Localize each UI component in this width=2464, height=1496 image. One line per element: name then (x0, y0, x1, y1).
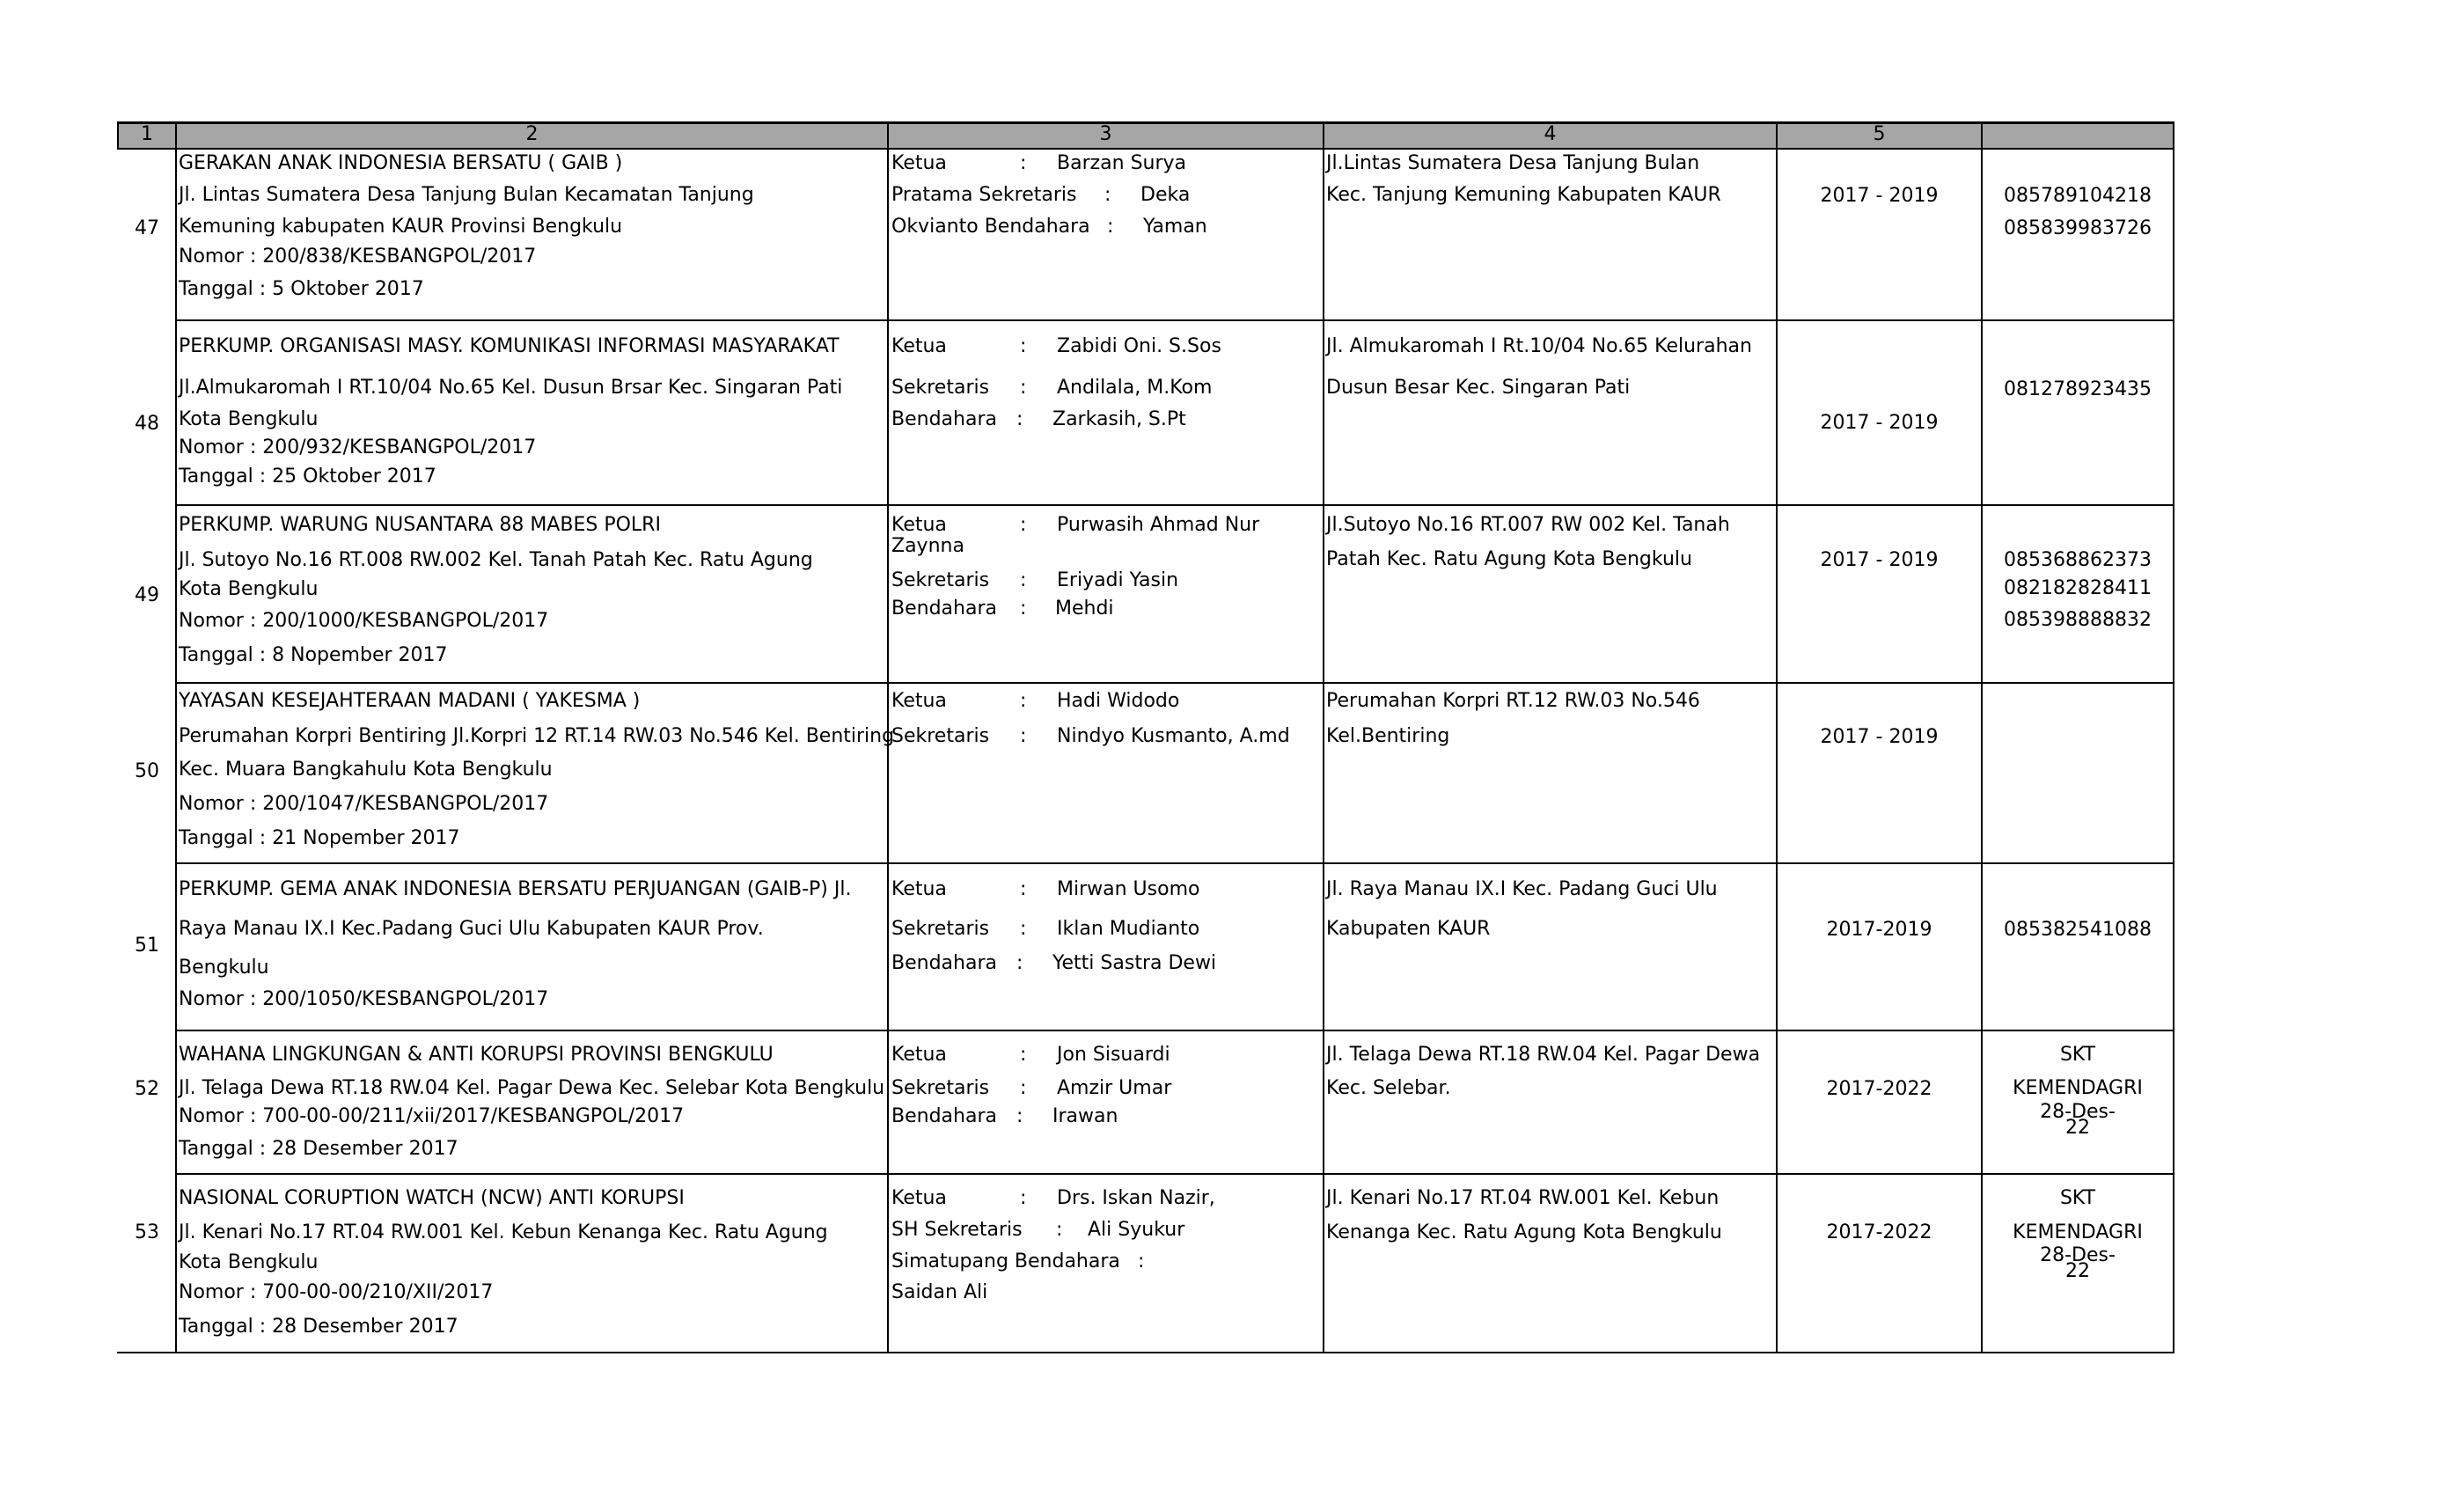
officer-role: Pratama Sekretaris (891, 184, 1077, 206)
contact-line: 085382541088 (2004, 919, 2152, 941)
contact-line: KEMENDAGRI (2013, 1077, 2143, 1099)
address-line: Dusun Besar Kec. Singaran Pati (1326, 377, 1631, 399)
address-line: Kabupaten KAUR (1326, 918, 1491, 940)
org-line: PERKUMP. ORGANISASI MASY. KOMUNIKASI INFORMASI MASYARAKAT (179, 335, 840, 357)
org-line: PERKUMP. GEMA ANAK INDONESIA BERSATU PERJUANGAN (GAIB-P) Jl. (179, 878, 852, 900)
period: 2017-2022 (1826, 1221, 1932, 1243)
address-line: Jl.Lintas Sumatera Desa Tanjung Bulan (1326, 152, 1700, 174)
org-line: Jl. Telaga Dewa RT.18 RW.04 Kel. Pagar Dewa Kec. Selebar Kota Bengkulu (179, 1077, 885, 1099)
officer-colon: : (1020, 690, 1027, 712)
officer-role: Ketua (891, 152, 947, 174)
officer-colon: : (1020, 514, 1027, 536)
officer-role: Sekretaris (891, 725, 990, 747)
officer-colon: : (1020, 725, 1027, 747)
org-line: GERAKAN ANAK INDONESIA BERSATU ( GAIB ) (179, 152, 623, 174)
officer-name: Hadi Widodo (1057, 690, 1180, 712)
header-cell-5: 5 (1873, 123, 1886, 145)
contact-line: 081278923435 (2004, 378, 2152, 400)
contact-line: KEMENDAGRI (2013, 1221, 2143, 1243)
officer-role: Ketua (891, 690, 947, 712)
officer-colon: : (1020, 1077, 1027, 1099)
grid-line (1323, 121, 1324, 1353)
officer-colon: : (1016, 952, 1023, 974)
org-line: Bengkulu (179, 957, 269, 979)
org-line: Tanggal : 28 Desember 2017 (179, 1138, 458, 1160)
org-line: Nomor : 200/1047/KESBANGPOL/2017 (179, 793, 549, 815)
officer-colon: : (1020, 377, 1027, 399)
officer-colon: : (1016, 408, 1023, 430)
contact-line: 28-Des- (2040, 1244, 2116, 1266)
officer-name: Iklan Mudianto (1057, 918, 1200, 940)
contact-line: 22 (2065, 1260, 2090, 1282)
officer-name: Amzir Umar (1057, 1077, 1172, 1099)
officer-role: Ketua (891, 1044, 947, 1066)
officer-colon: : (1107, 216, 1114, 238)
officer-colon: : (1020, 152, 1027, 174)
row-number: 49 (135, 584, 159, 606)
org-line: YAYASAN KESEJAHTERAAN MADANI ( YAKESMA ) (179, 690, 641, 712)
grid-line (176, 682, 2174, 684)
officer-colon: : (1104, 184, 1111, 206)
officer-colon: : (1138, 1250, 1145, 1272)
address-line: Jl. Telaga Dewa RT.18 RW.04 Kel. Pagar Dewa (1326, 1044, 1761, 1066)
officer-name: Zarkasih, S.Pt (1052, 408, 1186, 430)
org-line: NASIONAL CORUPTION WATCH (NCW) ANTI KORUPSI (179, 1187, 685, 1209)
org-line: PERKUMP. WARUNG NUSANTARA 88 MABES POLRI (179, 514, 661, 536)
officer-role: Bendahara (891, 598, 997, 620)
org-line: Nomor : 200/838/KESBANGPOL/2017 (179, 246, 537, 268)
officer-role: Ketua (891, 335, 947, 357)
row-number: 50 (135, 760, 159, 782)
org-line: Kota Bengkulu (179, 1251, 319, 1273)
officer-colon: : (1020, 1187, 1027, 1209)
header-cell-1: 1 (141, 123, 153, 145)
grid-line (176, 319, 2174, 321)
org-line: Tanggal : 25 Oktober 2017 (179, 466, 436, 488)
row-number: 52 (135, 1078, 159, 1100)
period: 2017-2019 (1826, 919, 1932, 941)
officer-role: Zaynna (891, 535, 964, 557)
org-line: Kemuning kabupaten KAUR Provinsi Bengkulu (179, 216, 623, 238)
officer-role: Simatupang Bendahara (891, 1250, 1120, 1272)
row-number: 47 (135, 217, 159, 239)
grid-line (176, 504, 2174, 506)
officer-name: Barzan Surya (1057, 152, 1187, 174)
address-line: Perumahan Korpri RT.12 RW.03 No.546 (1326, 690, 1700, 712)
period: 2017 - 2019 (1820, 726, 1939, 748)
officer-colon: : (1020, 598, 1027, 620)
address-line: Jl.Sutoyo No.16 RT.007 RW 002 Kel. Tanah (1326, 514, 1730, 536)
grid-line (2173, 121, 2174, 1353)
officer-name: Irawan (1052, 1105, 1118, 1127)
address-line: Kel.Bentiring (1326, 725, 1450, 747)
grid-line (176, 862, 2174, 864)
org-line: Kec. Muara Bangkahulu Kota Bengkulu (179, 759, 553, 781)
grid-line (176, 1030, 2174, 1031)
officer-colon: : (1020, 1044, 1027, 1066)
officer-name: Purwasih Ahmad Nur (1057, 514, 1260, 536)
grid-line (175, 121, 177, 1353)
contact-line: 085368862373 (2004, 549, 2152, 571)
contact-line: 22 (2065, 1117, 2090, 1139)
officer-role: Ketua (891, 878, 947, 900)
org-line: Tanggal : 5 Oktober 2017 (179, 278, 424, 300)
officer-name: Drs. Iskan Nazir, (1057, 1187, 1215, 1209)
address-line: Patah Kec. Ratu Agung Kota Bengkulu (1326, 548, 1692, 570)
officer-name: Deka (1140, 184, 1191, 206)
contact-line: 082182828411 (2004, 577, 2152, 599)
org-line: WAHANA LINGKUNGAN & ANTI KORUPSI PROVINSI BENGKULU (179, 1044, 774, 1066)
officer-role: Sekretaris (891, 569, 990, 591)
grid-line (176, 1173, 2174, 1175)
header-cell-2: 2 (525, 123, 539, 145)
contact-line: 085789104218 (2004, 185, 2152, 207)
officer-role: Sekretaris (891, 1077, 990, 1099)
org-line: Nomor : 200/932/KESBANGPOL/2017 (179, 436, 537, 458)
org-line: Jl. Sutoyo No.16 RT.008 RW.002 Kel. Tanah Patah Kec. Ratu Agung (179, 549, 813, 571)
officer-name: Jon Sisuardi (1057, 1044, 1170, 1066)
org-line: Jl. Kenari No.17 RT.04 RW.001 Kel. Kebun Kenanga Kec. Ratu Agung (179, 1221, 828, 1243)
officer-role: Bendahara (891, 1105, 997, 1127)
org-line: Jl. Lintas Sumatera Desa Tanjung Bulan Kecamatan Tanjung (179, 184, 754, 206)
officer-colon: : (1016, 1105, 1023, 1127)
officer-role: Okvianto Bendahara (891, 216, 1090, 238)
address-line: Jl. Almukaromah I Rt.10/04 No.65 Kelurahan (1326, 335, 1752, 357)
officer-colon: : (1020, 569, 1027, 591)
address-line: Kenanga Kec. Ratu Agung Kota Bengkulu (1326, 1221, 1722, 1243)
grid-line (1981, 121, 1983, 1353)
officer-role: Ketua (891, 1187, 947, 1209)
org-line: Nomor : 200/1050/KESBANGPOL/2017 (179, 988, 549, 1010)
row-number: 48 (135, 413, 159, 435)
address-line: Jl. Kenari No.17 RT.04 RW.001 Kel. Kebun (1326, 1187, 1720, 1209)
officer-name: Eriyadi Yasin (1057, 569, 1179, 591)
org-line: Nomor : 700-00-00/211/xii/2017/KESBANGPOL/2017 (179, 1105, 685, 1127)
org-line: Tanggal : 28 Desember 2017 (179, 1316, 458, 1338)
address-line: Jl. Raya Manau IX.I Kec. Padang Guci Ulu (1326, 878, 1718, 900)
period: 2017 - 2019 (1820, 185, 1939, 207)
officer-colon: : (1020, 335, 1027, 357)
contact-line: 085839983726 (2004, 217, 2152, 239)
officer-name: Nindyo Kusmanto, A.md (1057, 725, 1290, 747)
registry-table (117, 121, 2174, 1353)
header-cell-3: 3 (1099, 123, 1112, 145)
officer-name: Yetti Sastra Dewi (1052, 952, 1217, 974)
officer-name: Andilala, M.Kom (1057, 377, 1213, 399)
grid-line (117, 1352, 2174, 1353)
row-number: 51 (135, 935, 159, 957)
period: 2017 - 2019 (1820, 549, 1939, 571)
officer-role: Bendahara (891, 952, 997, 974)
org-line: Jl.Almukaromah I RT.10/04 No.65 Kel. Dusun Brsar Kec. Singaran Pati (179, 377, 843, 399)
officer-role: SH Sekretaris (891, 1219, 1023, 1241)
org-line: Raya Manau IX.I Kec.Padang Guci Ulu Kabupaten KAUR Prov. (179, 918, 764, 940)
org-line: Tanggal : 21 Nopember 2017 (179, 827, 460, 849)
officer-role: Sekretaris (891, 377, 990, 399)
officer-colon: : (1056, 1219, 1063, 1241)
officer-role: Bendahara (891, 408, 997, 430)
officer-role: Ketua (891, 514, 947, 536)
contact-line: SKT (2059, 1044, 2096, 1066)
contact-line: SKT (2059, 1187, 2096, 1209)
address-line: Kec. Tanjung Kemuning Kabupaten KAUR (1326, 184, 1721, 206)
org-line: Kota Bengkulu (179, 578, 319, 600)
org-line: Nomor : 200/1000/KESBANGPOL/2017 (179, 610, 549, 632)
officer-role: Saidan Ali (891, 1281, 988, 1303)
officer-name: Yaman (1143, 216, 1207, 238)
org-line: Tanggal : 8 Nopember 2017 (179, 644, 448, 666)
officer-colon: : (1020, 918, 1027, 940)
officer-name: Zabidi Oni. S.Sos (1057, 335, 1221, 357)
org-line: Nomor : 700-00-00/210/XII/2017 (179, 1281, 494, 1303)
contact-line: 28-Des- (2040, 1101, 2116, 1123)
address-line: Kec. Selebar. (1326, 1077, 1451, 1099)
org-line: Perumahan Korpri Bentiring Jl.Korpri 12 RT.14 RW.03 No.546 Kel. Bentiring (179, 725, 895, 747)
contact-line: 085398888832 (2004, 609, 2152, 631)
org-line: Kota Bengkulu (179, 408, 319, 430)
row-number: 53 (135, 1221, 159, 1243)
officer-role: Sekretaris (891, 918, 990, 940)
grid-line (117, 148, 2174, 150)
officer-name: Ali Syukur (1088, 1219, 1185, 1241)
period: 2017 - 2019 (1820, 412, 1939, 434)
officer-colon: : (1020, 878, 1027, 900)
officer-name: Mirwan Usomo (1057, 878, 1200, 900)
header-cell-4: 4 (1544, 123, 1557, 145)
period: 2017-2022 (1826, 1078, 1932, 1100)
officer-name: Mehdi (1055, 598, 1114, 620)
